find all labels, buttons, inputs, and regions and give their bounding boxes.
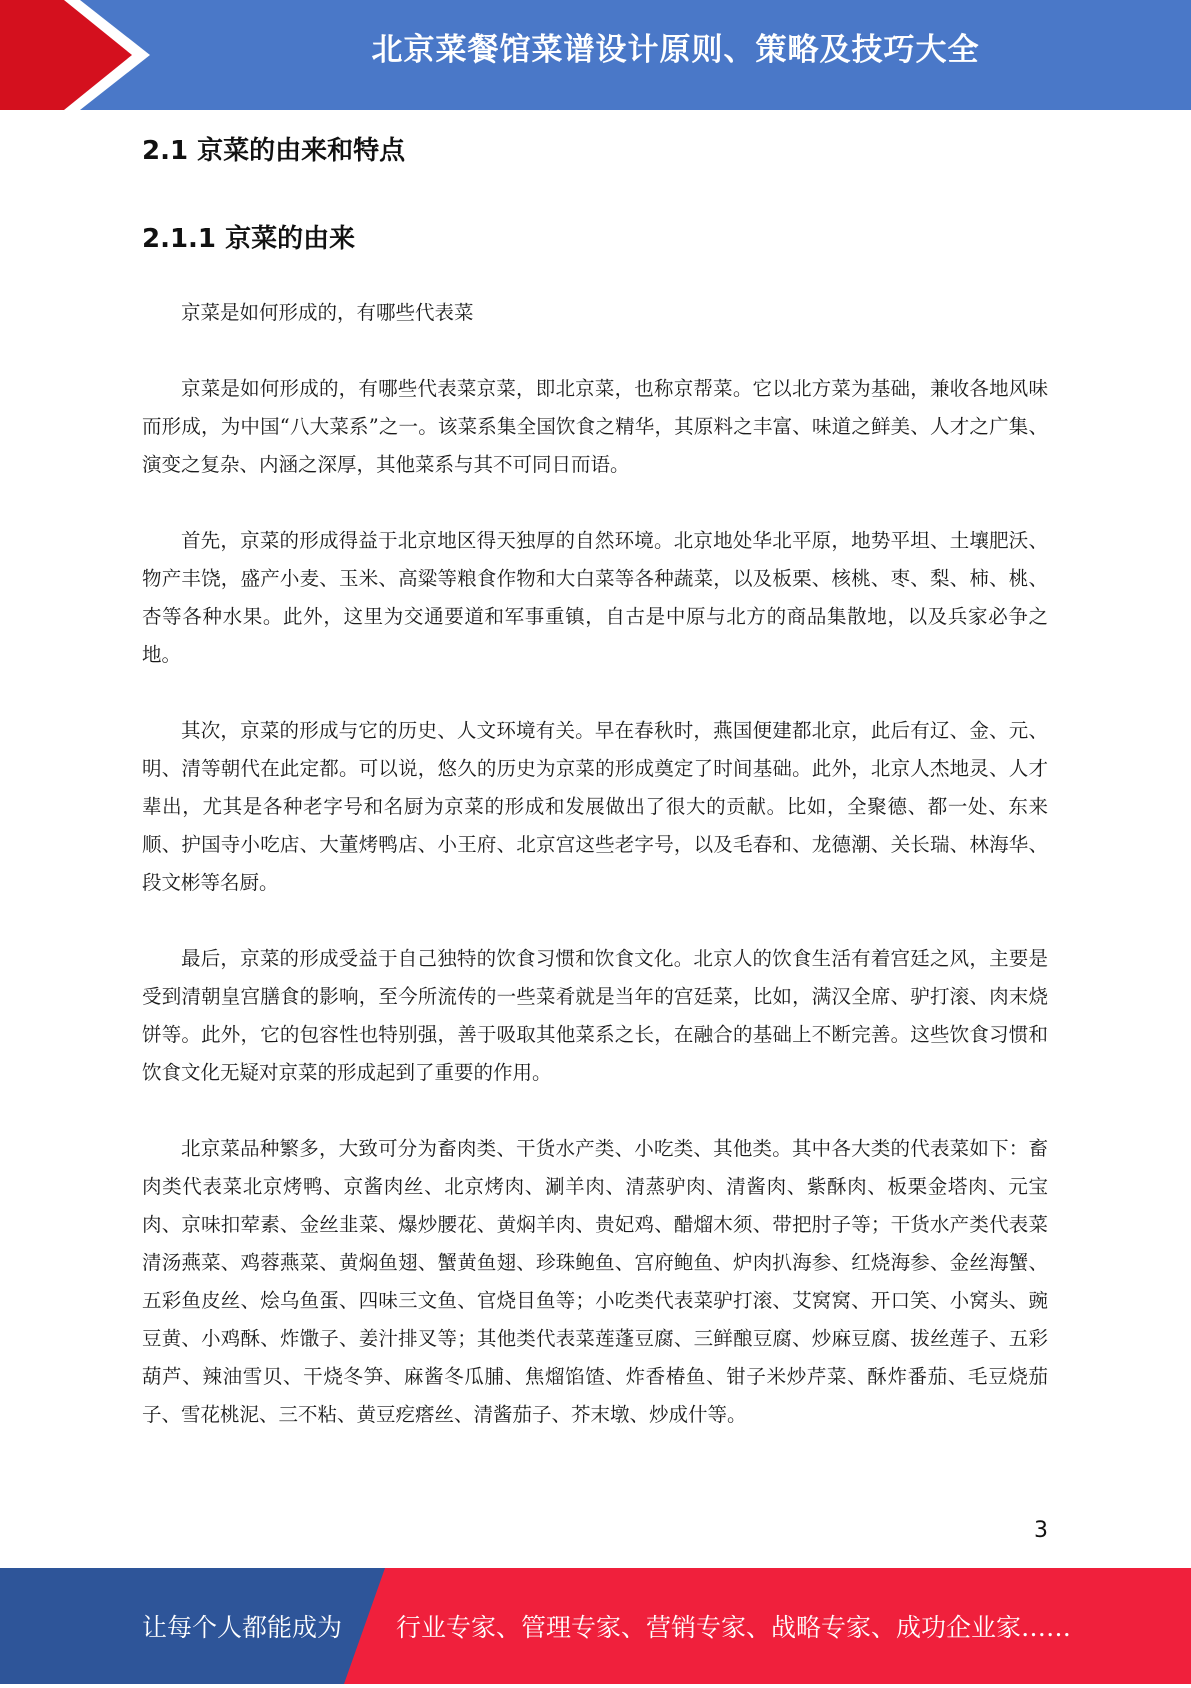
document-title: 北京菜餐馆菜谱设计原则、策略及技巧大全 bbox=[371, 32, 980, 68]
section-heading: 2.1 京菜的由来和特点 bbox=[142, 136, 406, 166]
paragraph-culture: 最后，京菜的形成受益于自己独特的饮食习惯和饮食文化。北京人的饮食生活有着宫廷之风，主要是受到清朝皇宫膳食的影响，至今所流传的一些菜肴就是当年的宫廷菜，比如，满汉全席、驴打滚、肉末烧饼等。此外，它的包容性也特别强，善于吸取其他菜系之长，在融合的基础上不断完善。这些饮食习惯和饮食文化无疑对京菜的形成起到了重要的作用。 bbox=[142, 947, 1048, 1084]
page-number: 3 bbox=[1034, 1518, 1048, 1543]
paragraph-history: 其次，京菜的形成与它的历史、人文环境有关。早在春秋时，燕国便建都北京，此后有辽、金、元、明、清等朝代在此定都。可以说，悠久的历史为京菜的形成奠定了时间基础。此外，北京人杰地灵、人才辈出，尤其是各种老字号和名厨为京菜的形成和发展做出了很大的贡献。比如，全聚德、都一处、东来顺、护国寺小吃店、大董烤鸭店、小王府、北京宫这些老字号，以及毛春和、龙德潮、关长瑞、林海华、段文彬等名厨。 bbox=[142, 719, 1048, 894]
page-footer bbox=[0, 1568, 1191, 1684]
paragraph-dishes: 北京菜品种繁多，大致可分为畜肉类、干货水产类、小吃类、其他类。其中各大类的代表菜如下：畜肉类代表菜北京烤鸭、京酱肉丝、北京烤肉、涮羊肉、清蒸驴肉、清酱肉、紫酥肉、板栗金塔肉、元宝肉、京味扣荤素、金丝韭菜、爆炒腰花、黄焖羊肉、贵妃鸡、醋熘木须、带把肘子等；干货水产类代表菜清汤燕菜、鸡蓉燕菜、黄焖鱼翅、蟹黄鱼翅、珍珠鲍鱼、宫府鲍鱼、炉肉扒海参、红烧海参、金丝海蟹、五彩鱼皮丝、烩乌鱼蛋、四味三文鱼、官烧目鱼等；小吃类代表菜驴打滚、艾窝窝、开口笑、小窝头、豌豆黄、小鸡酥、炸馓子、姜汁排叉等；其他类代表菜莲蓬豆腐、三鲜酿豆腐、炒麻豆腐、拔丝莲子、五彩葫芦、辣油雪贝、干烧冬笋、麻酱冬瓜脯、焦熘馅馇、炸香椿鱼、钳子米炒芹菜、酥炸番茄、毛豆烧茄子、雪花桃泥、三不粘、黄豆疙瘩丝、清酱茄子、芥末墩、炒成什等。 bbox=[142, 1137, 1048, 1426]
paragraph-definition: 京菜是如何形成的，有哪些代表菜京菜，即北京菜，也称京帮菜。它以北方菜为基础，兼收各地风味而形成，为中国“八大菜系”之一。该菜系集全国饮食之精华，其原料之丰富、味道之鲜美、人才之广集、演变之复杂、内涵之深厚，其他菜系与其不可同日而语。 bbox=[142, 377, 1048, 476]
paragraph-intro: 京菜是如何形成的，有哪些代表菜 bbox=[181, 301, 474, 324]
subsection-heading: 2.1.1 京菜的由来 bbox=[142, 224, 356, 254]
footer-slogan-left: 让每个人都能成为 bbox=[142, 1613, 343, 1642]
footer-slogan-right: 行业专家、管理专家、营销专家、战略专家、成功企业家…… bbox=[396, 1613, 1072, 1642]
paragraph-environment: 首先，京菜的形成得益于北京地区得天独厚的自然环境。北京地处华北平原，地势平坦、土壤肥沃、物产丰饶，盛产小麦、玉米、高粱等粮食作物和大白菜等各种蔬菜，以及板栗、核桃、枣、梨、柿、桃、杏等各种水果。此外，这里为交通要道和军事重镇，自古是中原与北方的商品集散地，以及兵家必争之地。 bbox=[142, 529, 1048, 666]
page-header bbox=[0, 0, 1191, 110]
